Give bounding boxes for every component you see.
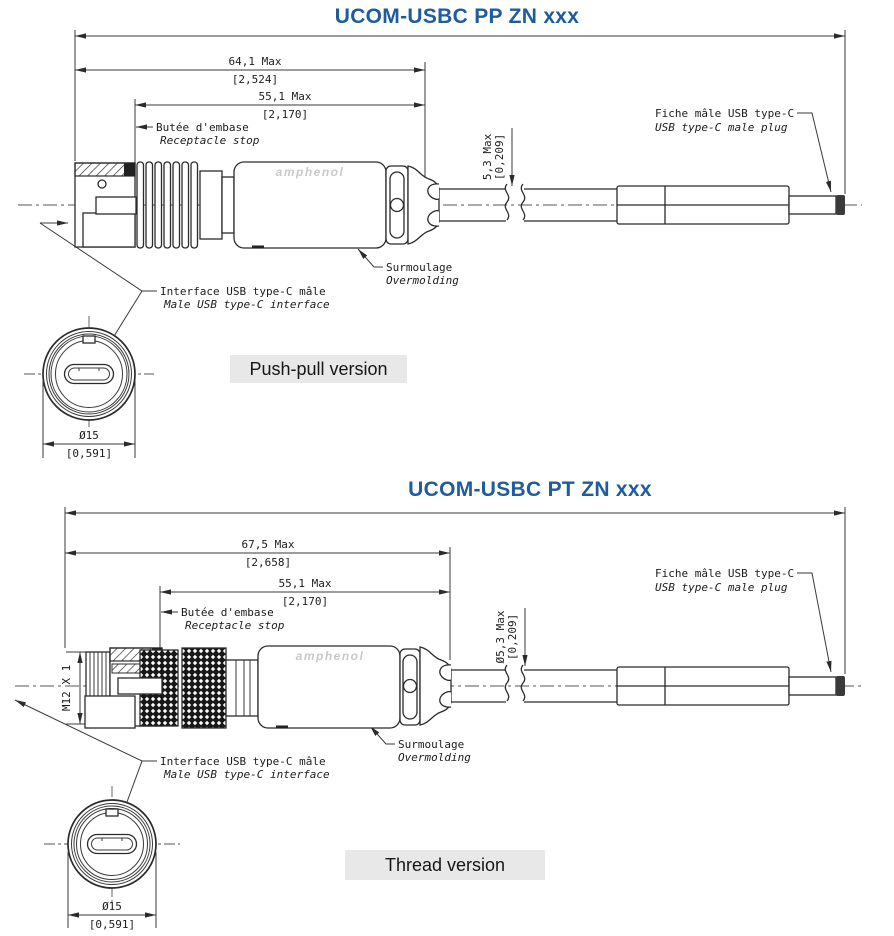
connector-side-view-pushpull — [75, 162, 845, 248]
dim-stop-mm: 55,1 Max — [278, 577, 332, 590]
label-interface-en: Male USB type-C interface — [164, 298, 330, 311]
dim-stop-in: [2,170] — [261, 108, 309, 121]
usb-c-slot — [88, 835, 137, 854]
brand-embossing: amphenol — [295, 649, 365, 663]
collar-step — [222, 177, 234, 233]
dim-front-in: [0,591] — [65, 447, 113, 460]
dim-cable-in: [0,209] — [493, 133, 506, 181]
plug-tip-cap — [836, 676, 845, 696]
dim-front-mm: Ø15 — [79, 429, 99, 442]
drawing-title-thread: UCOM-USBC PT ZN xxx — [408, 478, 652, 501]
usb-c-plug — [617, 186, 845, 224]
plug-tip — [789, 196, 836, 214]
label-receptacle-stop-fr: Butée d'embase — [156, 121, 249, 134]
label-overmold-fr: Surmoulage — [398, 738, 465, 751]
strain-relief — [386, 166, 439, 244]
label-interface-en: Male USB type-C interface — [164, 768, 330, 781]
dim-cable-mm: Ø5,3 Max — [494, 610, 507, 664]
label-interface-fr: Interface USB type-C mâle — [160, 755, 326, 768]
dim-overall-in: [2,524] — [231, 73, 279, 86]
connector-side-view-thread — [85, 646, 845, 728]
cable — [439, 184, 617, 221]
label-overmold-en: Overmolding — [386, 274, 459, 287]
dim-overall-in: [2,658] — [244, 556, 292, 569]
dim-front-in: [0,591] — [88, 918, 136, 931]
dim-stop-in: [2,170] — [281, 595, 329, 608]
dim-stop-mm: 55,1 Max — [258, 90, 312, 103]
plug-tip-cap — [836, 195, 845, 215]
label-receptacle-stop-en: Receptacle stop — [160, 134, 260, 147]
usb-c-plug — [617, 667, 845, 705]
break-symbol — [505, 184, 508, 220]
label-plug-fr: Fiche mâle USB type-C — [655, 567, 795, 580]
usb-c-slot — [65, 365, 114, 384]
label-overmold-en: Overmolding — [398, 751, 471, 764]
version-badge-pushpull: Push-pull version — [230, 355, 407, 383]
label-plug-en: USB type-C male plug — [655, 121, 788, 134]
drawing-title-pushpull: UCOM-USBC PP ZN xxx — [334, 5, 580, 28]
key-tab — [106, 809, 118, 816]
version-badge-thread: Thread version — [345, 850, 545, 880]
key-tab — [83, 336, 95, 343]
connector-front-view-thread — [44, 786, 180, 931]
dim-front-mm: Ø15 — [102, 900, 122, 913]
collar-rings — [226, 660, 258, 716]
rear-pin-hole — [98, 180, 106, 188]
rear-step-block — [85, 696, 135, 728]
label-plug-en: USB type-C male plug — [655, 581, 788, 594]
label-overmold-fr: Surmoulage — [386, 261, 453, 274]
brand-embossing: amphenol — [275, 165, 345, 179]
latch-bar — [118, 678, 162, 694]
stop-block — [124, 163, 135, 176]
label-plug-fr: Fiche mâle USB type-C — [655, 107, 795, 120]
dim-overall-mm: 64,1 Max — [228, 55, 282, 68]
dim-overall-mm: 67,5 Max — [241, 538, 295, 551]
label-receptacle-stop-en: Receptacle stop — [185, 619, 285, 632]
label-receptacle-stop-fr: Butée d'embase — [181, 606, 274, 619]
dim-cable-mm: 5,3 Max — [481, 133, 494, 181]
strain-relief — [400, 647, 451, 725]
latch-bar — [96, 197, 136, 214]
push-pull-ribs — [137, 162, 198, 248]
label-interface-fr: Interface USB type-C mâle — [160, 285, 326, 298]
collar — [200, 171, 222, 239]
cable — [451, 665, 617, 702]
dim-thread: M12 X 1 — [60, 664, 73, 712]
connector-front-view-pushpull — [24, 316, 154, 460]
knurl-band-2 — [182, 648, 226, 728]
plug-tip — [789, 677, 836, 695]
dim-cable-in: [0,209] — [506, 613, 519, 661]
break-symbol — [505, 665, 508, 701]
rear-step-block — [83, 213, 135, 247]
